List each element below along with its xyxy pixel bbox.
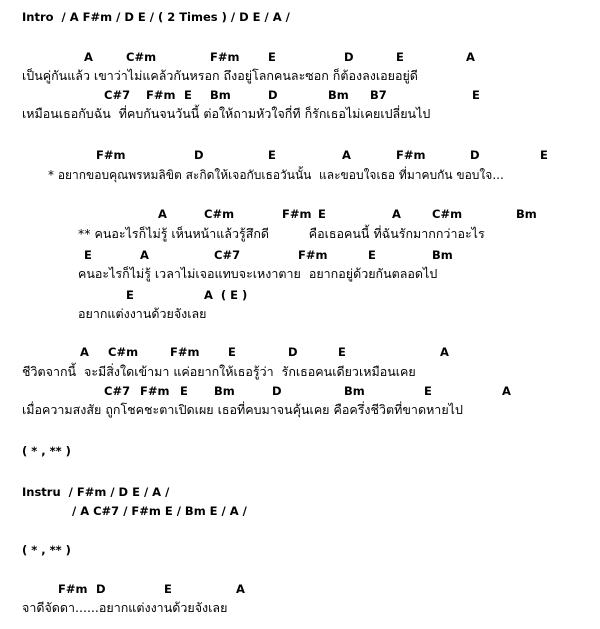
chord: F#m [282, 207, 312, 221]
repeat-marker: ( * , ** ) [22, 543, 71, 557]
chord: Bm [344, 384, 365, 398]
chord: A ( E ) [204, 288, 248, 302]
lyric-line: คนอะไรก็ไม่รู้ เวลาไม่เจอแทบจะเหงาตาย อยากอยู่ด้วยกันตลอดไป [78, 266, 438, 281]
chord: Bm [432, 248, 453, 262]
chord: A [140, 248, 149, 262]
chord: C#7 [104, 88, 131, 102]
lyric-line: เมื่อความสงสัย ถูกโชคชะตาเปิดเผย เธอที่คบมาจนคุ้นเคย คือครึ่งชีวิตที่ขาดหายไป [22, 402, 463, 417]
chord: A [236, 582, 245, 596]
chord: D [194, 148, 204, 162]
chord: D [268, 88, 278, 102]
chord: C#m [108, 345, 139, 359]
chord: C#7 [104, 384, 131, 398]
chord: Bm [516, 207, 537, 221]
chord: A [466, 50, 475, 64]
chord: E [368, 248, 376, 262]
chord: F#m [146, 88, 176, 102]
chord: Bm [328, 88, 349, 102]
chord: E [228, 345, 236, 359]
instru-line-1: Instru / F#m / D E / A / [22, 485, 170, 499]
chord: D [470, 148, 480, 162]
chord: E [424, 384, 432, 398]
chord: E [540, 148, 548, 162]
chord: F#m [396, 148, 426, 162]
chord: A [392, 207, 401, 221]
chord: E [318, 207, 326, 221]
chord: F#m [210, 50, 240, 64]
chord: C#7 [214, 248, 241, 262]
chord: A [502, 384, 511, 398]
chord: F#m [298, 248, 328, 262]
chord: A [84, 50, 93, 64]
chord: C#m [126, 50, 157, 64]
chord: A [80, 345, 89, 359]
repeat-marker: ( * , ** ) [22, 444, 71, 458]
chord: D [288, 345, 298, 359]
chord: E [268, 50, 276, 64]
chord: Bm [210, 88, 231, 102]
chord: D [272, 384, 282, 398]
instru-line-2: / A C#7 / F#m E / Bm E / A / [72, 504, 247, 518]
lyric-line: ชีวิตจากนี้ จะมีสิ่งใดเข้ามา แค่อยากให้เธอรู้ว่า รักเธอคนเดียวเหมือนเคย [22, 364, 416, 379]
chord: F#m [58, 582, 88, 596]
chord: E [268, 148, 276, 162]
chord: E [164, 582, 172, 596]
lyric-line: อยากแต่งงานด้วยจังเลย [78, 306, 207, 321]
chord: Bm [214, 384, 235, 398]
chord: E [338, 345, 346, 359]
chord: A [342, 148, 351, 162]
chord: D [344, 50, 354, 64]
chord: A [440, 345, 449, 359]
lyric-line: เป็นคู่กันแล้ว เขาว่าไม่แคล้วกันหรอก ถึงอยู่โลกคนละซอก ก็ต้องลงเอยอยู่ดี [22, 68, 418, 83]
chord: F#m [170, 345, 200, 359]
chord: E [396, 50, 404, 64]
chord: C#m [432, 207, 463, 221]
chord: C#m [204, 207, 235, 221]
chord: F#m [140, 384, 170, 398]
chord: D [96, 582, 106, 596]
chord: F#m [96, 148, 126, 162]
intro-line: Intro / A F#m / D E / ( 2 Times ) / D E / A / [22, 10, 290, 24]
chord: E [180, 384, 188, 398]
chord: B7 [370, 88, 387, 102]
chord: E [472, 88, 480, 102]
lyric-line: * อยากขอบคุณพรหมลิขิต สะกิดให้เจอกับเธอวันนั้น และขอบใจเธอ ที่มาคบกัน ขอบใจ... [48, 168, 504, 182]
chord: E [126, 288, 134, 302]
chord: A [158, 207, 167, 221]
lyric-line: เหมือนเธอกับฉัน ที่คบกันจนวันนี้ ต่อให้ถามหัวใจกี่ที ก็รักเธอไม่เคยเปลี่ยนไป [22, 106, 431, 121]
chord: E [84, 248, 92, 262]
lyric-line: ** คนอะไรก็ไม่รู้ เห็นหน้าแล้วรู้สึกดี คือเธอคนนี้ ที่ฉันรักมากกว่าอะไร [78, 226, 485, 241]
lyric-line: จาดีจัดดา......อยากแต่งงานด้วยจังเลย [22, 600, 228, 615]
chord: E [184, 88, 192, 102]
